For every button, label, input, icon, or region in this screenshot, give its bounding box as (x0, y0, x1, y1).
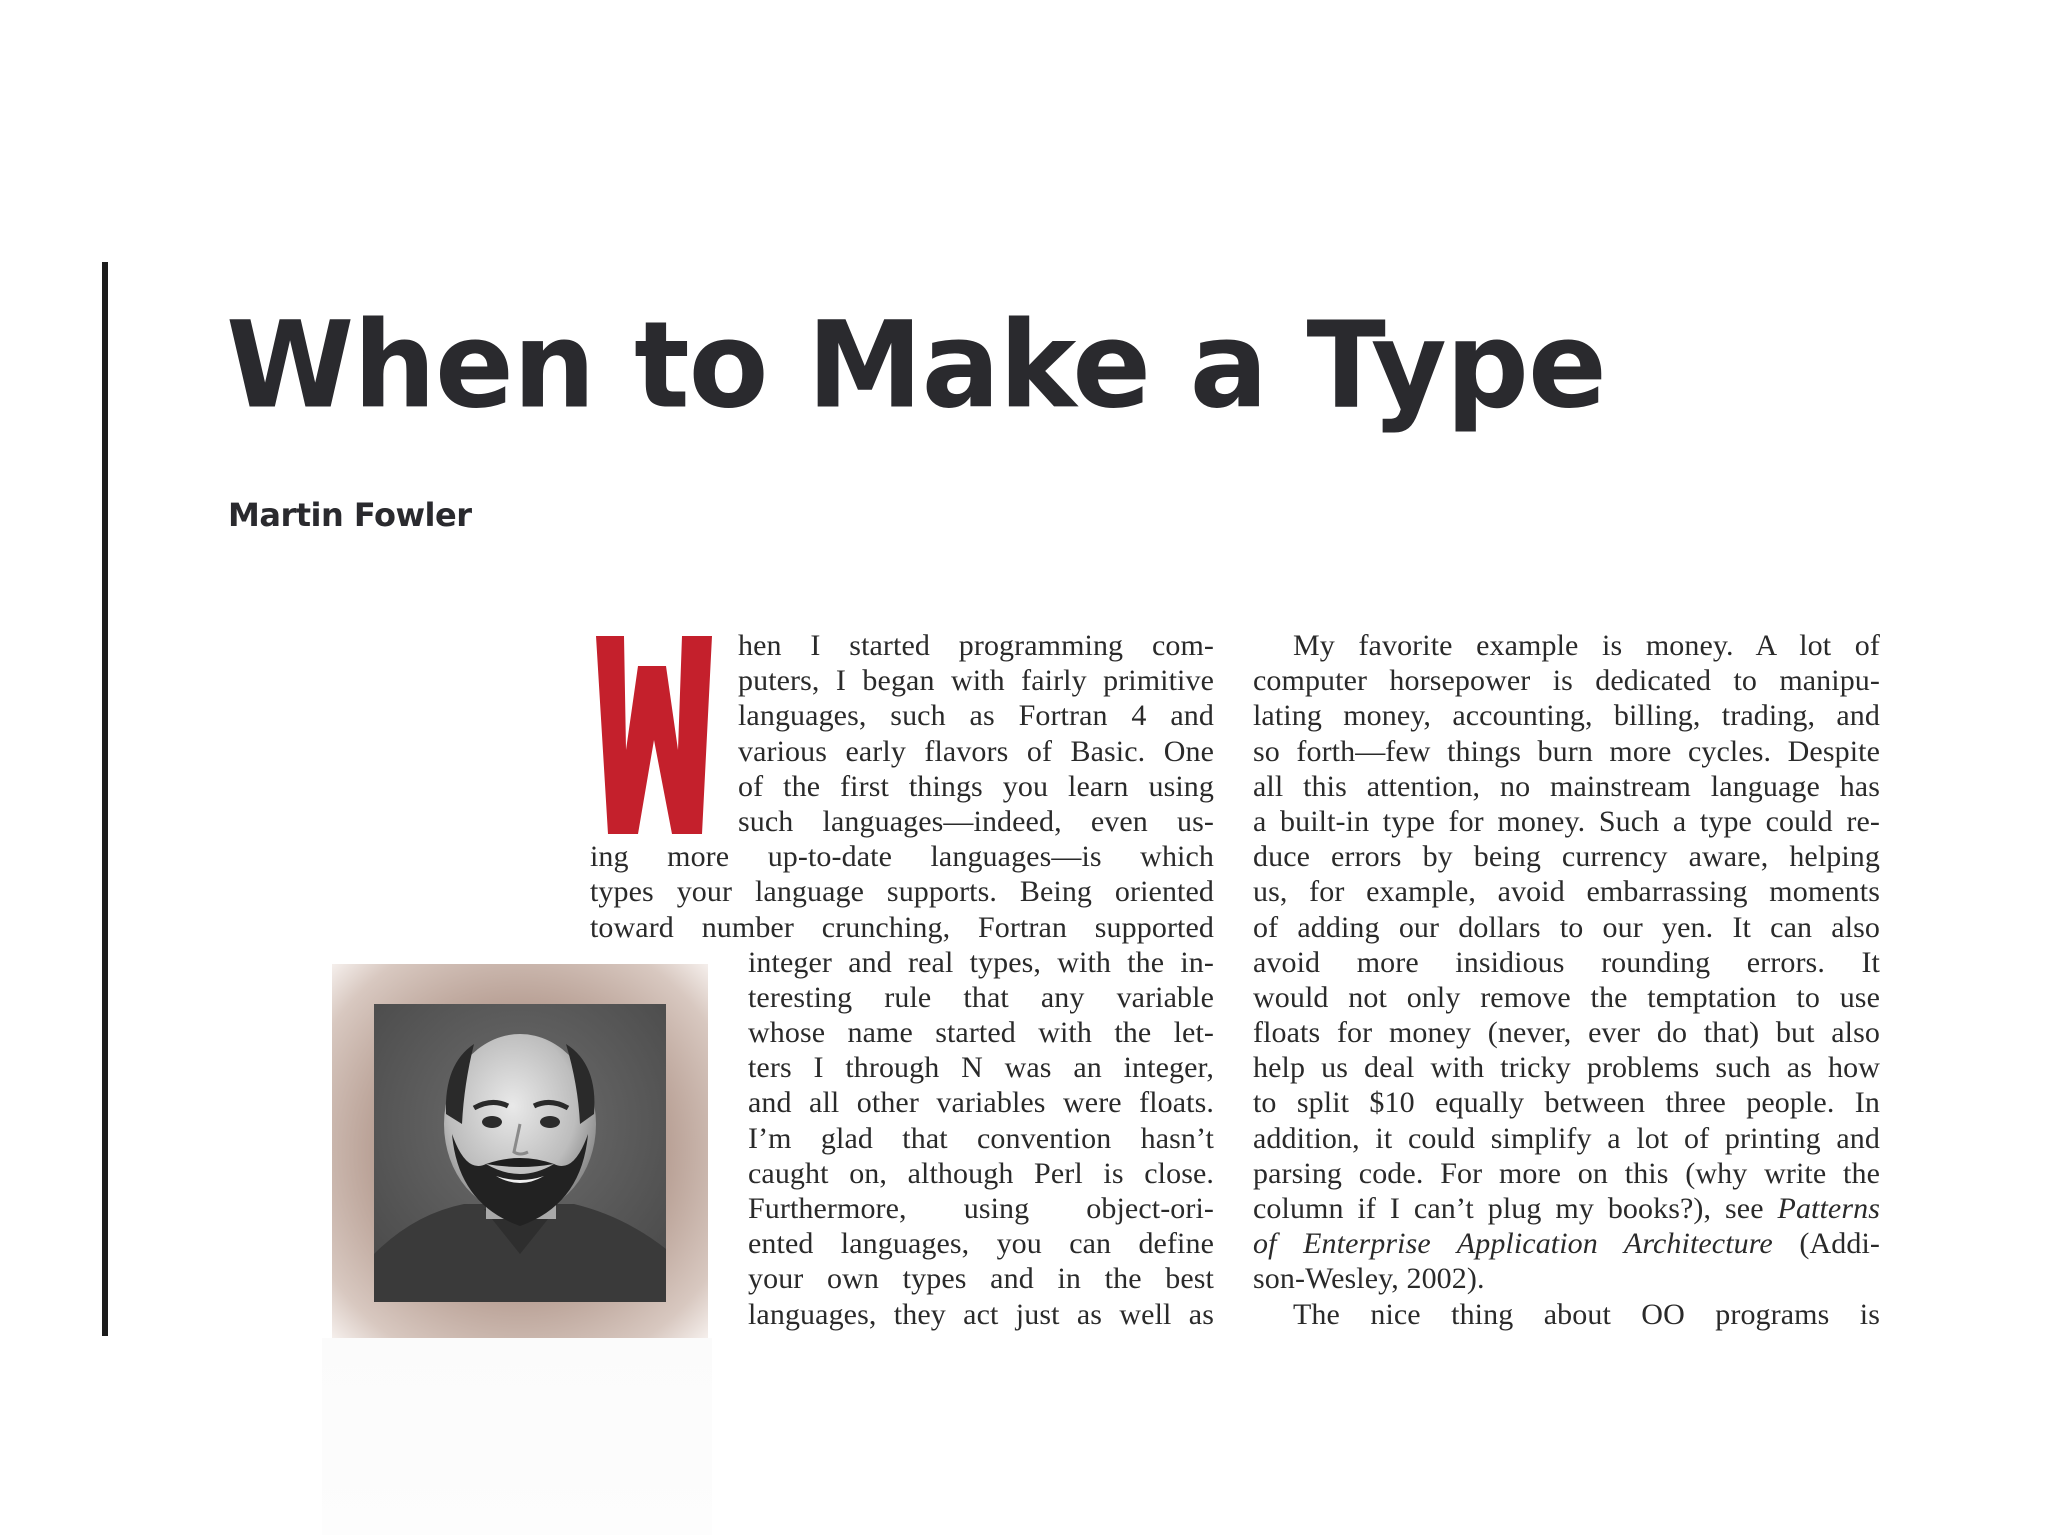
text-line: The nice thing about OO programs is (1293, 1297, 1880, 1331)
text-line: son-Wesley, 2002). (1253, 1262, 1485, 1296)
text-line: whose name started with the let- (748, 1016, 1214, 1050)
text-line: to split $10 equally between three people. In (1253, 1086, 1880, 1120)
text-line: various early flavors of Basic. One (738, 734, 1214, 768)
text-line: avoid more insidious rounding errors. It (1253, 945, 1880, 979)
text-line: ters I through N was an integer, (748, 1051, 1214, 1085)
text-line (1253, 1226, 1880, 1261)
text-line: a built-in type for money. Such a type could re- (1253, 804, 1880, 838)
text-line: I’m glad that convention hasn’t (748, 1121, 1214, 1155)
text-line: so forth—few things burn more cycles. Despite (1253, 734, 1880, 768)
text-line (1253, 1191, 1880, 1226)
citation-publisher: (Addi- (1772, 1227, 1880, 1261)
text-line: puters, I began with fairly primitive (738, 664, 1214, 698)
text-line: of the first things you learn using (738, 769, 1214, 803)
right-column (1253, 628, 1880, 1332)
text-line: caught on, although Perl is close. (748, 1156, 1214, 1190)
text-line: ing more up-to-date languages—is which (590, 840, 1214, 874)
text-line: ented languages, you can define (748, 1227, 1214, 1261)
text-line: all this attention, no mainstream language has (1253, 769, 1880, 803)
text-line: hen I started programming com- (738, 629, 1214, 662)
text-line: duce errors by being currency aware, helping (1253, 840, 1880, 874)
text-line: toward number crunching, Fortran supported (590, 910, 1214, 944)
author-photo (374, 1004, 666, 1302)
text-line: teresting rule that any variable (748, 980, 1214, 1014)
book-title-part1: Patterns (1777, 1192, 1880, 1225)
text-line: such languages—indeed, even us- (738, 804, 1214, 838)
text-line: floats for money (never, ever do that) but also (1253, 1016, 1880, 1050)
article-author: Martin Fowler (228, 496, 472, 534)
citation-lead: column if I can’t plug my books?), see (1253, 1192, 1778, 1225)
text-line: your own types and in the best (748, 1262, 1214, 1296)
margin-rule (102, 262, 108, 1336)
text-line: parsing code. For more on this (why write the (1253, 1156, 1880, 1190)
text-line: help us deal with tricky problems such as how (1253, 1051, 1880, 1085)
text-line: My favorite example is money. A lot of (1293, 629, 1880, 662)
text-line: us, for example, avoid embarrassing moments (1253, 875, 1880, 909)
text-line: addition, it could simplify a lot of printing and (1253, 1121, 1880, 1155)
text-line: Furthermore, using object-ori- (748, 1192, 1214, 1225)
text-line: would not only remove the temptation to use (1253, 980, 1880, 1014)
article-title: When to Make a Type (226, 295, 1606, 435)
text-line: of adding our dollars to our yen. It can also (1253, 910, 1880, 944)
text-line: integer and real types, with the in- (748, 945, 1214, 979)
portrait-image (374, 1004, 666, 1302)
text-line: languages, they act just as well as (748, 1297, 1214, 1331)
text-line: languages, such as Fortran 4 and (738, 699, 1214, 733)
book-title-part2: of Enterprise Application Architecture (1253, 1227, 1773, 1261)
author-photo-frame (332, 964, 708, 1338)
text-line: lating money, accounting, billing, trading, and (1253, 699, 1880, 733)
text-line: computer horsepower is dedicated to manipu- (1253, 664, 1880, 698)
text-line: and all other variables were floats. (748, 1086, 1214, 1120)
photo-shadow-panel (322, 1338, 712, 1535)
text-line: types your language supports. Being oriented (590, 875, 1214, 909)
